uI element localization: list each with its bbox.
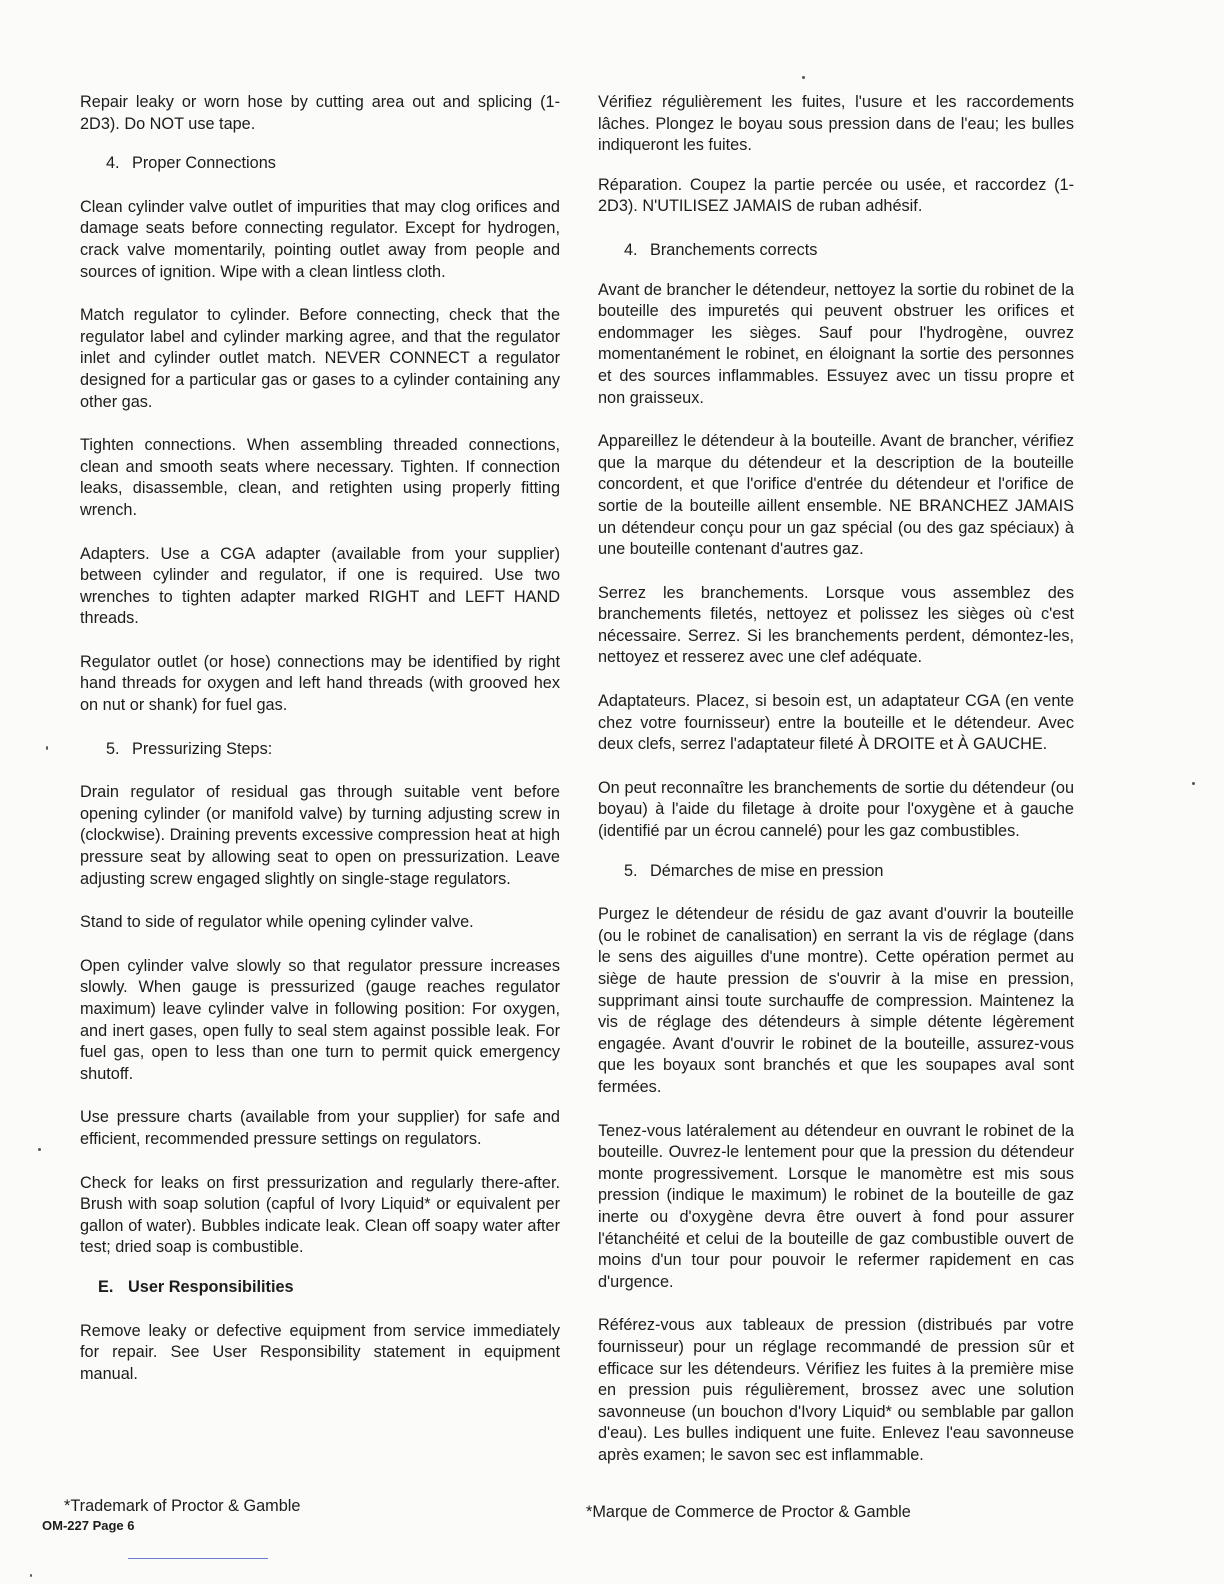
section-number: 4. [624,240,638,259]
paragraph-check-leaks: Check for leaks on first pressurization and regularly there-after. Brush with soap solution (capful of Ivory Liquid* or equivalent per gallon of water). Bubbles indicate leak. Clean off soapy water after test; dried soap is combustible. [80,1173,560,1257]
scan-speck [46,746,48,750]
paragraph-serrez: Serrez les branchements. Lorsque vous assemblez des branchements filetés, nettoyez et polissez les sièges où c'est nécessaire. Serrez. Si les branchements perdent, démontez-les, nettoyez et resserez avec une clef adéquate. [598,583,1074,667]
section-heading-proper-connections [80,153,560,175]
section-title: Démarches de mise en pression [650,861,884,880]
paragraph-avant-brancher: Avant de brancher le détendeur, nettoyez la sortie du robinet de la bouteille des impuretés qui peuvent obstruer les orifices et endommager les sièges. Sauf pour l'hydrogène, ouvrez momentanément le robinet, en éloignant la sortie des personnes et des sources inflammables. Essuyez avec un tissu propre et non graisseux. [598,280,1074,407]
footnote-trademark-fr: *Marque de Commerce de Proctor & Gamble [586,1503,911,1521]
french-column [598,92,1074,1466]
paragraph-pressure-charts: Use pressure charts (available from your supplier) for safe and efficient, recommended pressure settings on regulators. [80,1108,560,1148]
paragraph-purgez: Purgez le détendeur de résidu de gaz avant d'ouvrir la bouteille (ou le robinet de canalisation) en serrant la vis de réglage (dans le sens des aiguilles d'une montre). Cette opération permet au siège de haute pression de s'ouvrir à la mise en pression, supprimant ainsi toute surchauffe de compression. Maintenez la vis de réglage des détendeurs à simple détente légèrement engagée. Avant d'ouvrir le robinet de la bouteille, assurez-vous que les boyaux sont branchés et que les soupapes aval sont fermées. [598,905,1074,1096]
section-title: Pressurizing Steps: [132,739,273,758]
paragraph-clean-valve: Clean cylinder valve outlet of impurities that may clog orifices and damage seats before connecting regulator. Except for hydrogen, crack valve momentarily, pointing outlet away from people and sources of ignition. Wipe with a clean lintless cloth. [80,197,560,281]
section-heading-user-responsibilities [80,1277,560,1299]
section-title: Branchements corrects [650,240,818,259]
paragraph-reconnaitre: On peut reconnaître les branchements de sortie du détendeur (ou boyau) à l'aide du filetage à droite pour l'oxygène et à gauche (identifié par un écrou cannelé) pour les gaz combustibles. [598,778,1074,841]
section-title: User Responsibilities [128,1277,294,1296]
paragraph-remove-equipment: Remove leaky or defective equipment from service immediately for repair. See User Responsibility statement in equipment manual. [80,1321,560,1383]
scan-speck [1192,782,1195,785]
paragraph-verifiez-fuites: Vérifiez régulièrement les fuites, l'usure et les raccordements lâches. Plongez le boyau sous pression dans de l'eau; les bulles indiqueront les fuites. [598,93,1074,155]
section-heading-branchements [598,240,1074,262]
paragraph-adapters: Adapters. Use a CGA adapter (available from your supplier) between cylinder and regulator, if one is required. Use two wrenches to tighten adapter marked RIGHT and LEFT HAND threads. [80,544,560,628]
paragraph-reparation: Réparation. Coupez la partie percée ou usée, et raccordez (1-2D3). N'UTILISEZ JAMAIS de ruban adhésif. [598,175,1074,216]
paragraph-tighten-connections: Tighten connections. When assembling threaded connections, clean and smooth seats where necessary. Tighten. If connection leaks, disassemble, clean, and retighten using properly fitting wrench. [80,436,560,519]
paragraph-referez-vous: Référez-vous aux tableaux de pression (distribués par votre fournisseur) pour un réglage recommandé de pression sûr et efficace sur les détendeurs. Vérifiez les fuites à la première mise en pression puis régulièrement, brossez avec une solution savonneuse (un bouchon d'Ivory Liquid* ou semblable par gallon d'eau). Les bulles indiquent une fuite. Enlevez l'eau savonneuse après examen; le savon sec est inflammable. [598,1316,1074,1464]
section-letter: E. [98,1277,114,1296]
paragraph-tenez-vous: Tenez-vous latéralement au détendeur en ouvrant le robinet de la bouteille. Ouvrez-le lentement pour que la pression du détendeur monte progressivement. Lorsque le manomètre est mis sous pression (indique le maximum) le robinet de la bouteille de gaz inerte ou d'oxygène devra être ouvert à fond pour assurer l'étanchéité et celui de la bouteille de gaz combustible ouvert de moins d'un tour pour pouvoir le refermer rapidement en cas d'urgence. [598,1121,1074,1291]
scan-speck [38,1148,41,1151]
page-number: OM-227 Page 6 [42,1518,135,1533]
section-number: 5. [106,739,120,758]
scan-speck [30,1574,32,1577]
section-heading-pressurizing-steps [80,739,560,761]
paragraph-appareillez: Appareillez le détendeur à la bouteille. Avant de brancher, vérifiez que la marque du détendeur et la description de la bouteille concordent, et que l'orifice d'entrée du détendeur et l'orifice de sortie de la bouteille aillent ensemble. NE BRANCHEZ JAMAIS un détendeur conçu pour un gaz spécial (ou des gaz spéciaux) à une bouteille contenant d'autres gaz. [598,432,1074,559]
section-number: 4. [106,154,120,173]
bottom-rule-line [128,1558,268,1559]
section-heading-mise-en-pression [598,861,1074,883]
footnote-trademark-en: *Trademark of Proctor & Gamble [64,1497,301,1515]
paragraph-stand-aside: Stand to side of regulator while opening cylinder valve. [80,913,474,932]
scan-speck [802,76,805,79]
paragraph-drain-regulator: Drain regulator of residual gas through suitable vent before opening cylinder (or manifold valve) by turning adjusting screw in (clockwise). Draining prevents excessive compression heat at high pressure seat by allowing seat to open on pressurization. Leave adjusting screw engaged slightly on single-stage regulators. [80,783,560,888]
paragraph-match-regulator: Match regulator to cylinder. Before connecting, check that the regulator label and cylinder marking agree, and that the regulator inlet and cylinder outlet match. NEVER CONNECT a regulator designed for a particular gas or gases to a cylinder containing any other gas. [80,306,560,411]
paragraph-outlet-threads: Regulator outlet (or hose) connections may be identified by right hand threads for oxygen and left hand threads (with grooved hex on nut or shank) for fuel gas. [80,652,560,715]
paragraph-adaptateurs: Adaptateurs. Placez, si besoin est, un adaptateur CGA (en vente chez votre fournisseur) entre la bouteille et le détendeur. Avec deux clefs, serrez l'adaptateur fileté À DROITE et À GAUCHE. [598,692,1074,754]
section-number: 5. [624,861,638,880]
section-title: Proper Connections [132,154,276,173]
paragraph-open-valve: Open cylinder valve slowly so that regulator pressure increases slowly. When gauge is pressurized (gauge reaches regulator maximum) leave cylinder valve in following position: For oxygen, and inert gases, open fully to seal stem against possible leak. For fuel gas, open to less than one turn to permit quick emergency shutoff. [80,956,560,1083]
paragraph-hose-repair: Repair leaky or worn hose by cutting area out and splicing (1-2D3). Do NOT use tape. [80,93,560,133]
english-column [80,92,560,1385]
